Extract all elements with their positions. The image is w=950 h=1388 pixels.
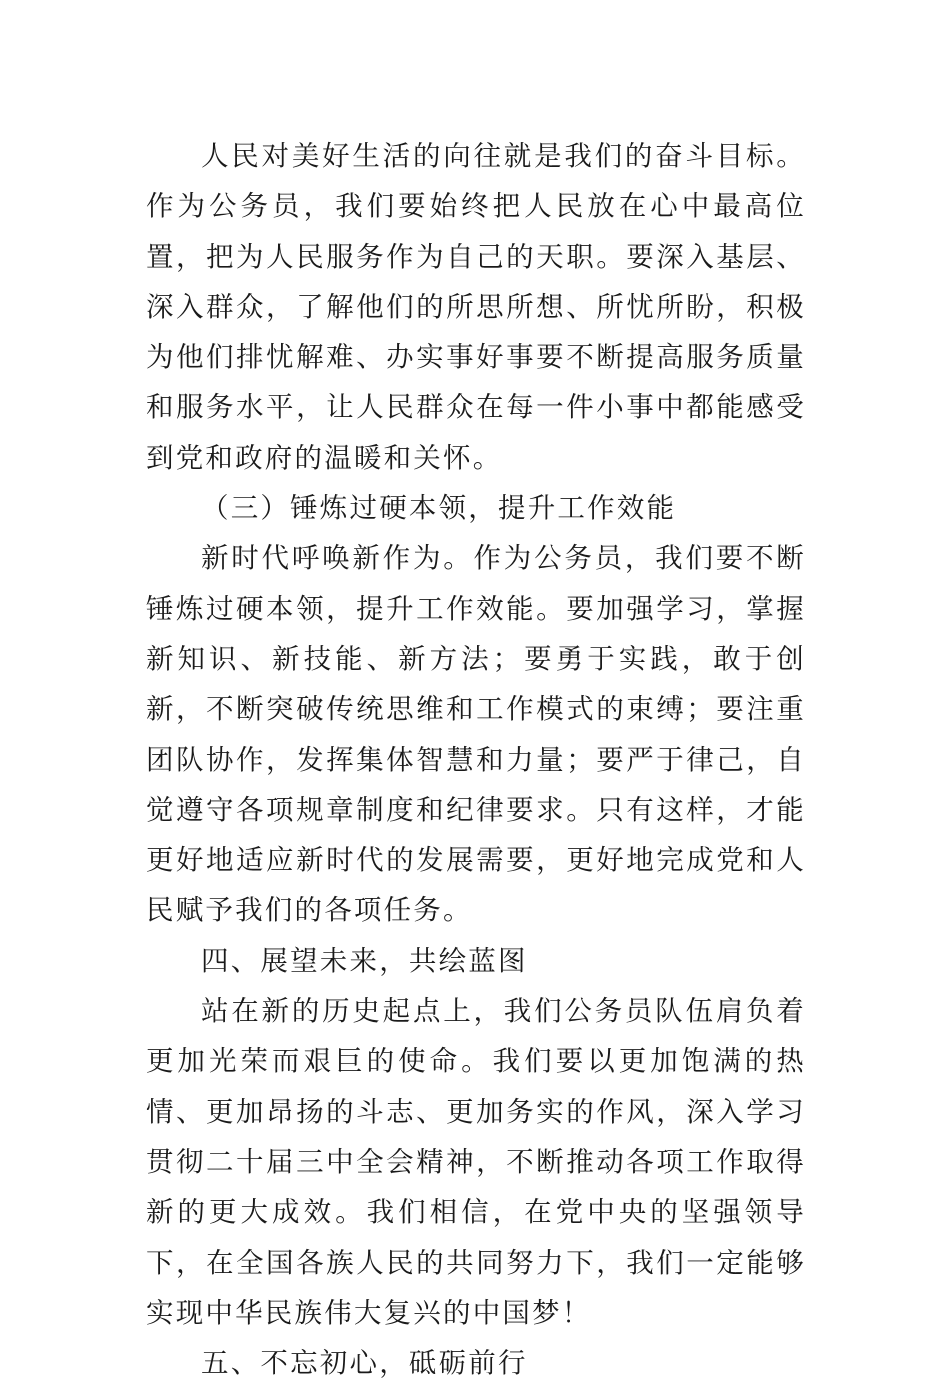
document-body [146, 131, 806, 1388]
heading-outlook: 四、展望未来，共绘蓝图 [201, 944, 528, 977]
paragraph-outlook: 站在新的历史起点上，我们公务员队伍肩负着更加光荣而艰巨的使命。我们要以更加饱满的热情、更加昂扬的斗志、更加务实的作风，深入学习贯彻二十届三中全会精神，不断推动各项工作取得新的更大成效。我们相信，在党中央的坚强领导下，在全国各族人民的共同努力下，我们一定能够实现中华民族伟大复兴的中国梦！ [146, 995, 806, 1329]
heading-original-aspiration: 五、不忘初心，砥砺前行 [201, 1347, 528, 1380]
subheading-skills: （三）锤炼过硬本领，提升工作效能 [201, 492, 677, 525]
paragraph-serve-people: 人民对美好生活的向往就是我们的奋斗目标。作为公务员，我们要始终把人民放在心中最高位置，把为人民服务作为自己的天职。要深入基层、深入群众，了解他们的所思所想、所忧所盼，积极为他们排忧解难、办实事好事要不断提高服务质量和服务水平，让人民群众在每一件小事中都能感受到党和政府的温暖和关怀。 [146, 140, 806, 474]
paragraph-skills: 新时代呼唤新作为。作为公务员，我们要不断锤炼过硬本领，提升工作效能。要加强学习，掌握新知识、新技能、新方法；要勇于实践，敢于创新，不断突破传统思维和工作模式的束缚；要注重团队协作，发挥集体智慧和力量；要严于律己，自觉遵守各项规章制度和纪律要求。只有这样，才能更好地适应新时代的发展需要，更好地完成党和人民赋予我们的各项任务。 [146, 542, 806, 927]
